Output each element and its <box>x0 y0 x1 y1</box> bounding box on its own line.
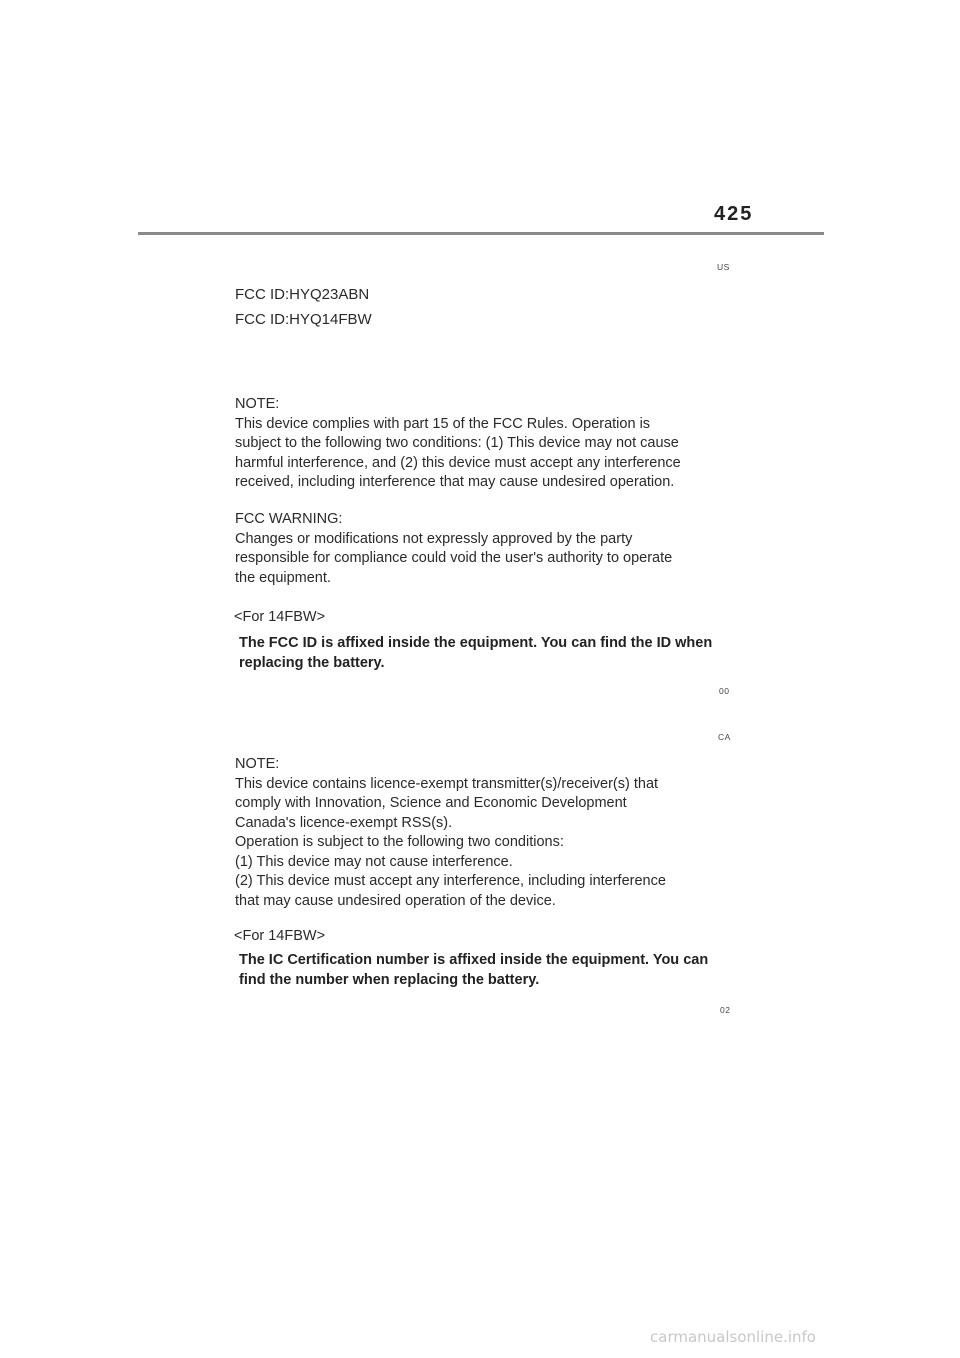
fcc-warning-section <box>235 510 735 588</box>
us-note-line: harmful interference, and (2) this device must accept any interference <box>235 454 681 471</box>
us-note-section <box>235 395 735 493</box>
ca-for-14fbw-label: <For 14FBW> <box>234 928 326 944</box>
us-for-14fbw-text <box>239 634 739 673</box>
region-code-us: US <box>717 262 730 272</box>
us-note-line: This device complies with part 15 of the FCC Rules. Operation is <box>235 415 651 432</box>
header-rule <box>138 232 824 235</box>
us-note-heading: NOTE: <box>235 396 280 412</box>
fcc-warning-heading: FCC WARNING: <box>235 511 343 527</box>
ca-for-14fbw-text <box>239 951 739 990</box>
fcc-id-line: FCC ID:HYQ14FBW <box>235 311 372 328</box>
ca-note-line: Canada's licence-exempt RSS(s). <box>235 814 453 831</box>
us-for-14fbw-line: The FCC ID is affixed inside the equipment. You can find the ID when <box>239 635 713 651</box>
ca-note-heading: NOTE: <box>235 756 280 772</box>
ca-note-line: (2) This device must accept any interference, including interference <box>235 873 666 889</box>
ca-note-line: Operation is subject to the following two conditions: <box>235 834 564 850</box>
ca-for-14fbw-line: The IC Certification number is affixed inside the equipment. You can <box>239 952 709 968</box>
fcc-warning-line: the equipment. <box>235 569 331 586</box>
ca-for-14fbw-line: find the number when replacing the battery. <box>239 971 540 988</box>
region-code-00: 00 <box>719 686 730 696</box>
ca-note-section <box>235 755 735 911</box>
ca-note-line: This device contains licence-exempt transmitter(s)/receiver(s) that <box>235 775 659 792</box>
page-number: 425 <box>714 203 754 225</box>
us-for-14fbw-label: <For 14FBW> <box>234 609 326 625</box>
us-note-line: subject to the following two conditions: (1) This device may not cause <box>235 435 679 451</box>
ca-note-line: that may cause undesired operation of the device. <box>235 892 556 909</box>
region-code-ca: CA <box>718 732 731 742</box>
us-note-line: received, including interference that may cause undesired operation. <box>235 474 675 490</box>
region-code-02: 02 <box>720 1005 731 1015</box>
fcc-id-list <box>235 282 735 332</box>
fcc-id-line: FCC ID:HYQ23ABN <box>235 286 370 303</box>
ca-note-line: (1) This device may not cause interference. <box>235 853 513 870</box>
us-for-14fbw-line: replacing the battery. <box>239 654 385 671</box>
watermark: carmanualsonline.info <box>650 1328 816 1346</box>
ca-note-line: comply with Innovation, Science and Economic Development <box>235 795 627 811</box>
fcc-warning-line: Changes or modifications not expressly approved by the party <box>235 530 633 547</box>
fcc-warning-line: responsible for compliance could void the user's authority to operate <box>235 550 673 566</box>
